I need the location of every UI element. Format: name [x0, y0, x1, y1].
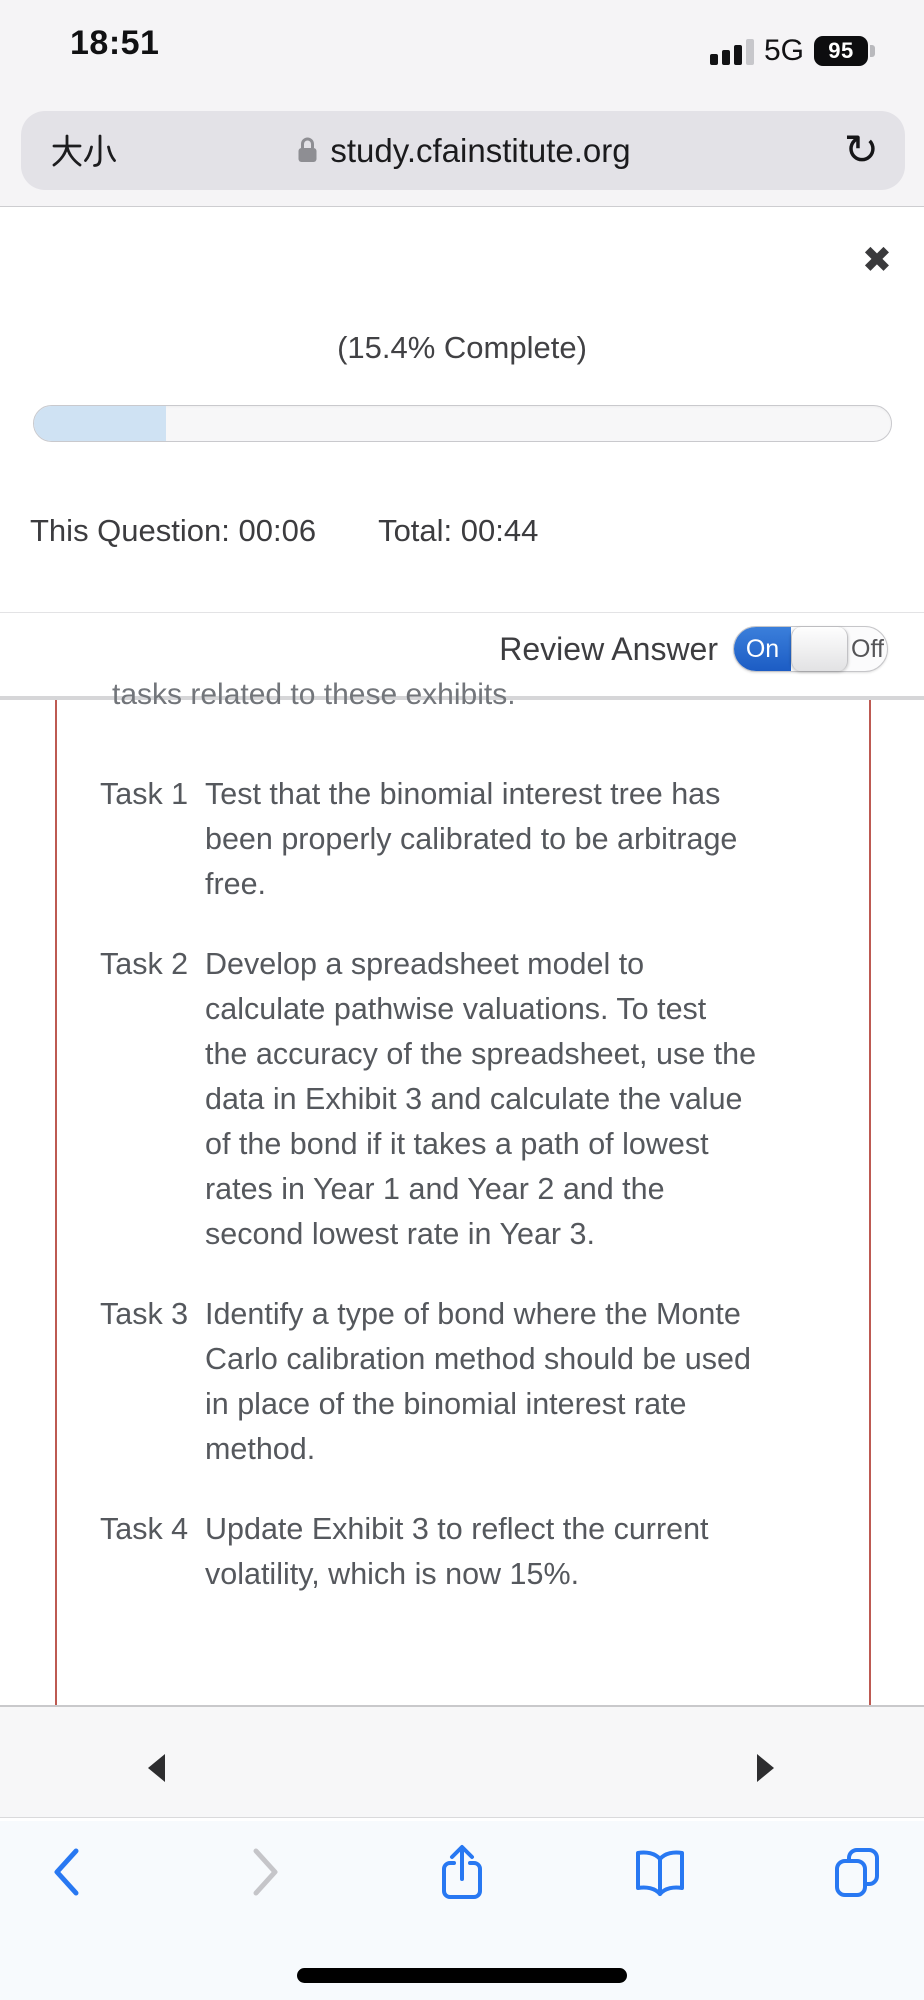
question-pager	[0, 1705, 924, 1818]
task-text: Update Exhibit 3 to reflect the current volatility, which is now 15%.	[205, 1512, 709, 1591]
network-type-label: 5G	[763, 34, 804, 67]
progress-bar	[33, 405, 892, 442]
address-bar[interactable]	[21, 111, 905, 190]
task-row	[100, 772, 860, 907]
reload-button[interactable]: ↻	[843, 126, 879, 173]
tabs-button[interactable]	[830, 1843, 884, 1901]
task-text: Identify a type of bond where the Monte Carlo calibration method should be used in place of the binomial interest rate method.	[205, 1297, 751, 1466]
task-label: Task 1	[100, 777, 189, 811]
back-button[interactable]	[40, 1843, 94, 1901]
question-timer: This Question: 00:06	[30, 513, 317, 548]
share-icon	[438, 1843, 486, 1901]
task-label: Task 3	[100, 1297, 189, 1331]
url-domain: study.cfainstitute.org	[330, 131, 631, 169]
total-timer: Total: 00:44	[378, 513, 539, 548]
next-question-button[interactable]	[757, 1754, 774, 1782]
task-row	[100, 942, 860, 1257]
timer-row	[30, 513, 538, 549]
review-answer-toggle[interactable]	[733, 626, 888, 672]
cellular-signal-icon	[710, 37, 754, 65]
home-indicator[interactable]	[297, 1968, 627, 1983]
toggle-off-segment[interactable]: Off	[851, 634, 884, 663]
battery-tip	[870, 45, 875, 57]
tabs-icon	[831, 1845, 883, 1899]
lock-icon	[295, 135, 320, 166]
vignette-right-border	[869, 700, 871, 1705]
review-answer-row	[0, 626, 924, 674]
progress-label: (15.4% Complete)	[337, 330, 587, 365]
battery-percent: 95	[828, 38, 854, 63]
close-button[interactable]: ✖	[861, 239, 892, 280]
clipped-text-line: tasks related to these exhibits.	[112, 678, 516, 711]
forward-chevron-icon	[256, 1851, 275, 1893]
toggle-handle[interactable]	[791, 627, 848, 671]
previous-question-button[interactable]	[148, 1754, 165, 1782]
share-button[interactable]	[435, 1843, 489, 1901]
task-text: Test that the binomial interest tree has been properly calibrated to be arbitrage free.	[205, 777, 738, 901]
battery-icon	[814, 36, 868, 66]
review-answer-label: Review Answer	[499, 631, 718, 667]
vignette-panel[interactable]	[0, 678, 924, 1705]
task-label: Task 4	[100, 1512, 189, 1546]
divider	[0, 612, 924, 613]
task-row	[100, 1292, 860, 1472]
progress-fill	[34, 406, 166, 441]
task-text: Develop a spreadsheet model to calculate pathwise valuations. To test the accuracy of the spreadsheet, use the data in Exhibit 3 and calculate the value of the bond if it takes a path of lowest rates in Year 1 and Year 2 and the second lowest rate in Year 3.	[205, 947, 757, 1251]
bookmarks-button[interactable]	[633, 1843, 687, 1901]
vignette-left-border	[55, 700, 57, 1705]
task-list	[100, 772, 860, 1632]
browser-top-chrome	[0, 0, 924, 207]
status-indicators	[710, 34, 868, 68]
status-time: 18:51	[70, 24, 160, 62]
open-book-icon	[634, 1846, 686, 1898]
back-chevron-icon	[57, 1851, 76, 1893]
task-row	[100, 1507, 860, 1597]
toggle-on-segment[interactable]: On	[734, 627, 791, 671]
forward-button[interactable]	[238, 1843, 292, 1901]
task-label: Task 2	[100, 947, 189, 981]
